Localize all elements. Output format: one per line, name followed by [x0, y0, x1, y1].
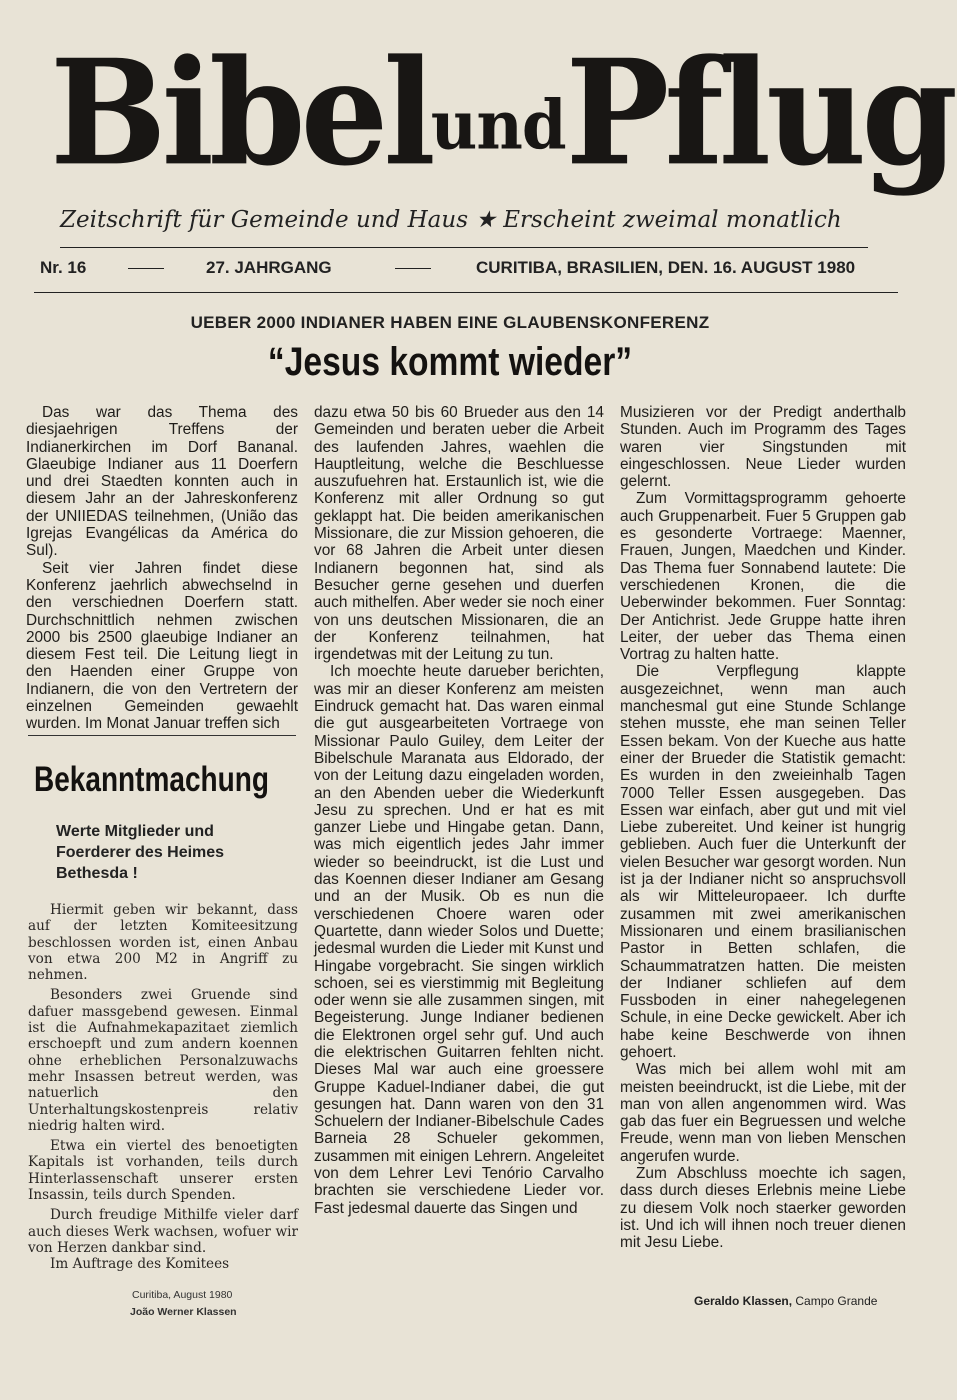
- announcement-greeting: Werte Mitglieder und Foerderer des Heimes Bethesda !: [56, 823, 225, 882]
- article-kicker: UEBER 2000 INDIANER HABEN EINE GLAUBENSKONFERENZ: [190, 313, 710, 332]
- article-column-1: [26, 404, 298, 733]
- paragraph: Ich moechte heute darueber berichten, was mir an dieser Konferenz am meisten Eindruck gemacht hat. Das waren einmal die gut ausgearbeiteten Vortraege von Missionar Paulo Guiley, dem Leiter der Bibelschule Maranata aus Eldorado, der von der Leitung dazu eingeladen worden, an den Abenden ueber die Wiederkunft Jesu zu sprechen. Und er hat es mit ganzer Liebe und Hingabe getan. Dann, was mich eigentlich jedes Jahr immer wieder so beeindruckt, ist die Lust und das Koennen dieser Indianer am Gesang und an der Musik. Ob es nun die verschiedenen Choere waren oder Quartette, dann wieder Solos und Duette; jedesmal wurden die Lieder mit Kunst und Hingabe vorgebracht. Sie singen wirklich schoen, sei es vierstimmig mit Begleitung oder wenn sie alle zusammen singen, mit Begeisterung. Junge Indianer bedienen die Elektronen orgel sehr guf. Und auch die elektrischen Guitarren fehlten nicht. Dieses Mal war auch eine groessere Gruppe Kaduel-Indianer dabei, die gut gesungen hat. Dann waren von den 31 Schuelern der Indianer-Bibelschule Cades Barneia 28 Schueler gekommen, zusammen mit einigen Lehrern. Angeleitet von dem Lehrer Levi Tenório Carvalho brachten sie verschiedene Lieder vor. Fast jedesmal dauerte das Singen und: [314, 663, 604, 1217]
- paragraph: Das war das Thema des diesjaehrigen Treffens der Indianerkirchen im Dorf Bananal. Glaeubige Indianer aus 11 Doerfern und drei Staedten konnten auch in diesem Jahr an der Jahreskonferenz der UNIIEDAS teilnehmen, (União das Igrejas Evangélicas da América do Sul).: [26, 404, 298, 560]
- divider: [34, 292, 898, 293]
- announcement-closing: Im Auftrage des Komitees: [50, 1256, 230, 1273]
- paragraph: Seit vier Jahren findet diese Konferenz jaehrlich abwechselnd in den verschiednen Doerfern statt. Durchschnittlich nehmen zwischen 2000 bis 2500 glaeubige Indianer an diesem Fest teil. Die Leitung liegt in den Haenden einer Gruppe von Indianern, die von den Vertretern der einzelnen Gemeinden gewaehlt wurden. Im Monat Januar treffen sich: [26, 559, 298, 733]
- paragraph: Etwa ein viertel des benoetigten Kapitals ist vorhanden, teils durch Hinterlassenschaft unserer ersten Insassin, teils durch Spenden.: [28, 1138, 298, 1204]
- issue-place-date: CURITIBA, BRASILIEN, DEN. 16. AUGUST 1980: [476, 258, 856, 277]
- article-column-2: [314, 404, 604, 1217]
- masthead-title: [50, 26, 953, 199]
- paragraph: Besonders zwei Gruende sind dafuer massgebend gewesen. Einmal ist die Aufnahmekapazitaet ziemlich erschoepft und zum andern koennen ohne erheblichen Personalzuwachs mehr Insassen betreut werden, was natuerlich den Unterhaltungskostenpreis relativ niedrig halten wird.: [28, 987, 298, 1134]
- paragraph: Musizieren vor der Predigt anderthalb Stunden. Auch im Programm des Tages waren vier Singstunden mit eingeschlossen. Neue Lieder wurden gelernt.: [620, 404, 906, 491]
- divider: [60, 247, 868, 248]
- divider: [28, 735, 296, 736]
- masthead-word-und: und: [430, 86, 566, 166]
- paragraph: Hiermit geben wir bekannt, dass auf der letzten Komiteesitzung beschlossen worden ist, einen Anbau von etwa 200 M2 in Angriff zu nehmen.: [28, 902, 298, 984]
- masthead-subtitle: Zeitschrift für Gemeinde und Haus ★ Erscheint zweimal monatlich: [60, 207, 842, 233]
- divider: [128, 268, 164, 269]
- article-headline: “Jesus kommt wieder”: [267, 340, 633, 384]
- paragraph: dazu etwa 50 bis 60 Brueder aus den 14 Gemeinden und beraten ueber die Arbeit des laufenden Jahres, waehlen die Hauptleitung, welche die Beschluesse auszufuehren hat. Erstaunlich ist, wie die Konferenz mit aller Ordnung so gut geklappt hat. Die beiden amerikanischen Missionare, die zur Mission gehoeren, die vor 68 Jahren die Arbeit unter diesen Indianern begonnen hat, sind als Besucher gerne gesehen und duerfen auch mithelfen. Aber weder sie noch einer von uns deutschen Missionaren, die an der Konferenz teilnahmen, hat irgendetwas mit der Leitung zu tun.: [314, 404, 604, 664]
- article-column-3: [620, 404, 906, 1252]
- paragraph: Die Verpflegung klappte ausgezeichnet, wenn man auch manchesmal gut eine Stunde Schlange stehen musste, ehe man seinen Teller Essen bekam. Von der Kueche aus hatte einer der Brueder die Statistik gemacht: Es wurden in den zweieinhalb Tagen 7000 Teller Essen ausgegeben. Das Essen war einfach, aber gut und mit viel Liebe zubereitet. Und keiner ist hungrig geblieben. Auch fuer die Unterkunft der vielen Besucher war gesorgt worden. Nun ist ja der Indianer nicht so anspruchsvoll als wir Mitteleuropaeer. Ich durfte zusammen mit zwei amerikanischen Missionaren und einem brasilianischen Pastor in Betten schlafen, die Schaummatratzen hatten. Die meisten der Indianer schliefen auf dem Fussboden in einer nahegelegenen Schule, in eine Decke gewickelt. Aber ich habe keine Beschwerde von ihnen gehoert.: [620, 663, 906, 1061]
- announcement-place-date: Curitiba, August 1980: [132, 1289, 233, 1301]
- author-name: Geraldo Klassen,: [694, 1294, 793, 1308]
- issue-number: Nr. 16: [40, 258, 87, 277]
- issue-year: 27. JAHRGANG: [206, 258, 332, 277]
- masthead-word-pflug: Pflug: [565, 26, 953, 199]
- paragraph: Zum Abschluss moechte ich sagen, dass durch dieses Erlebnis meine Liebe zu diesem Volk noch staerker geworden ist. Und ich will ihnen noch treuer dienen mit Jesu Liebe.: [620, 1165, 906, 1252]
- paragraph: Durch freudige Mithilfe vieler darf auch dieses Werk wachsen, wofuer wir von Herzen dankbar sind.: [28, 1207, 298, 1256]
- author-place: Campo Grande: [795, 1294, 878, 1308]
- announcement-body: [28, 902, 298, 1277]
- paragraph: Was mich bei allem wohl mit am meisten beeindruckt, ist die Liebe, mit der man von allen angenommen wird. Was gab das fuer ein Begruessen und welche Freude, wenn man von lieben Menschen angerufen wurde.: [620, 1061, 906, 1165]
- announcement-title: Bekanntmachung: [34, 760, 269, 799]
- divider: [395, 268, 431, 269]
- article-author: [694, 1294, 877, 1308]
- masthead-word-bibel: Bibel: [50, 26, 431, 199]
- announcement-signature: João Werner Klassen: [130, 1306, 237, 1318]
- paragraph: Zum Vormittagsprogramm gehoerte auch Gruppenarbeit. Fuer 5 Gruppen gab es gesonderte Vortraege: Maenner, Frauen, Jungen, Maedchen und Kinder. Das Thema fuer Sonnabend lautete: Die verschiedenen Kronen, die die Ueberwinder bekommen. Fuer Sonntag: Der Antichrist. Jede Gruppe hatte ihren Leiter, der ueber das Thema einen Vortrag zu halten hatte.: [620, 490, 906, 664]
